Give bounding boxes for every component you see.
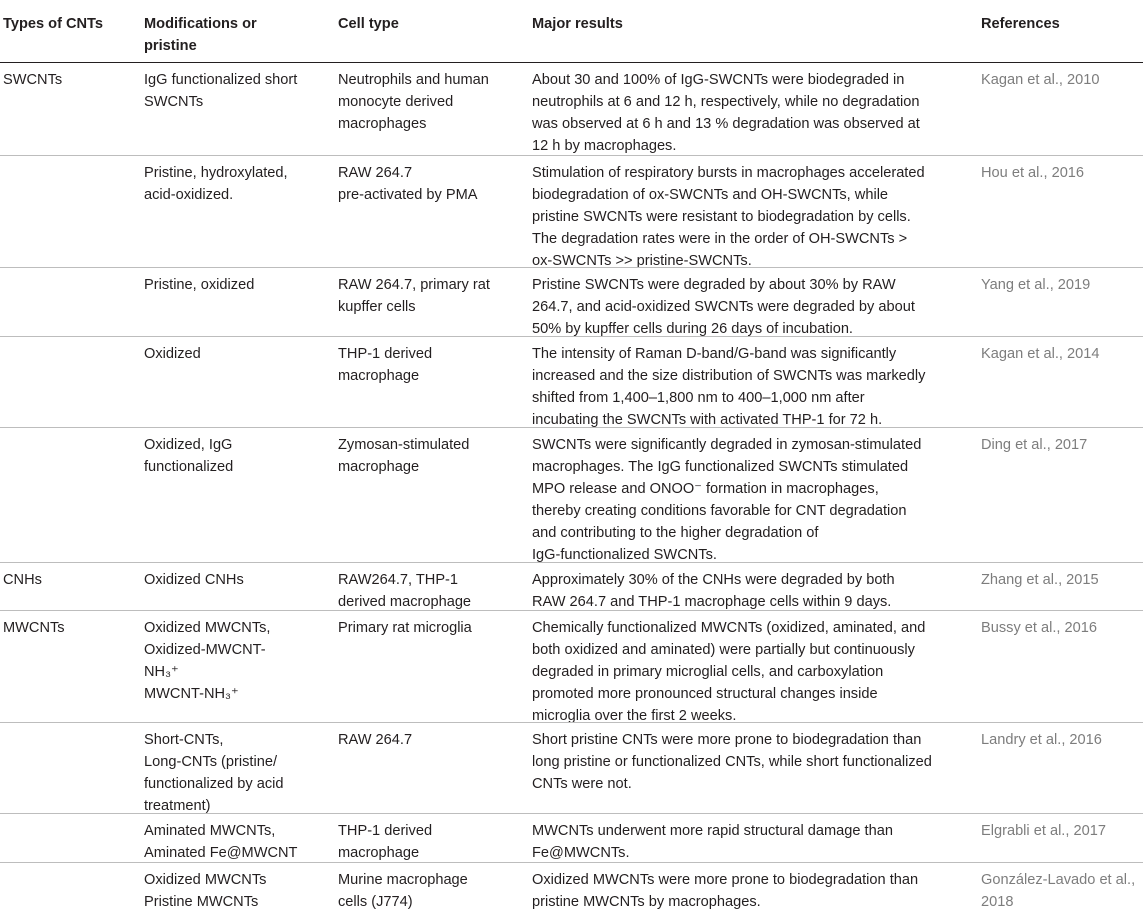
cell-modification: Oxidized, IgG functionalized — [144, 437, 234, 475]
cell-modification: Short-CNTs, Long-CNTs (pristine/ functionalized by acid treatment) — [144, 732, 284, 814]
table-row — [0, 155, 1143, 267]
cell-cell-type: Murine macrophage cells (J774) — [338, 872, 468, 910]
cell-reference: Kagan et al., 2010 — [981, 72, 1100, 88]
header-references: References — [981, 16, 1060, 32]
cell-results: SWCNTs were significantly degraded in zymosan-stimulated macrophages. The IgG functionalized SWCNTs stimulated MPO release and ONOO⁻ formation in macrophages, thereby creating conditions favorable for CNT degradation and contributing to the higher degradation of IgG-functionalized SWCNTs. — [532, 437, 922, 563]
cell-results: Stimulation of respiratory bursts in macrophages accelerated biodegradation of ox-SWCNTs and OH-SWCNTs, while pristine SWCNTs were resistant to biodegradation by cells. The degradation rates were in the order of OH-SWCNTs > ox-SWCNTs >> pristine-SWCNTs. — [532, 165, 925, 269]
cell-cell-type: RAW 264.7, primary rat kupffer cells — [338, 277, 490, 315]
cell-reference: González-Lavado et al., 2018 — [981, 872, 1136, 910]
header-modifications: Modifications or pristine — [144, 16, 257, 54]
cell-cell-type: RAW264.7, THP-1 derived macrophage — [338, 572, 472, 610]
cell-cell-type: Neutrophils and human monocyte derived macrophages — [338, 72, 489, 132]
cell-cell-type: RAW 264.7 — [338, 732, 413, 748]
cell-results: Pristine SWCNTs were degraded by about 30% by RAW 264.7, and acid-oxidized SWCNTs were degraded by about 50% by kupffer cells during 26 days of incubation. — [532, 277, 915, 337]
cell-results: The intensity of Raman D-band/G-band was significantly increased and the size distribution of SWCNTs was markedly shifted from 1,400–1,800 nm to 400–1,000 nm after incubating the SWCNTs with activated THP-1 for 72 h. — [532, 346, 926, 428]
header-major-results: Major results — [532, 16, 623, 32]
table-row — [0, 267, 1143, 336]
cell-reference: Elgrabli et al., 2017 — [981, 823, 1106, 839]
cell-reference: Hou et al., 2016 — [981, 165, 1085, 181]
cell-reference: Landry et al., 2016 — [981, 732, 1102, 748]
cell-modification: Oxidized CNHs — [144, 572, 244, 588]
cell-reference: Zhang et al., 2015 — [981, 572, 1099, 588]
table-row — [0, 427, 1143, 562]
cell-modification: Pristine, oxidized — [144, 277, 255, 293]
cell-results: Oxidized MWCNTs were more prone to biodegradation than pristine MWCNTs by macrophages. — [532, 872, 919, 910]
cell-type-of-cnt: MWCNTs — [3, 620, 65, 636]
cell-results: Short pristine CNTs were more prone to biodegradation than long pristine or functionalized CNTs, while short functionalized CNTs were not. — [532, 732, 932, 792]
cell-reference: Kagan et al., 2014 — [981, 346, 1100, 362]
cell-reference: Bussy et al., 2016 — [981, 620, 1098, 636]
header-cell-type: Cell type — [338, 16, 399, 32]
header-types-of-cnts: Types of CNTs — [3, 16, 104, 32]
table-row — [0, 336, 1143, 427]
table-header — [0, 0, 1143, 63]
cell-modification: Aminated MWCNTs, Aminated Fe@MWCNT — [144, 823, 298, 861]
cell-reference: Yang et al., 2019 — [981, 277, 1091, 293]
cell-cell-type: Zymosan-stimulated macrophage — [338, 437, 470, 475]
table-row — [0, 610, 1143, 722]
table-row — [0, 562, 1143, 610]
cell-cell-type: THP-1 derived macrophage — [338, 346, 433, 384]
table-row — [0, 722, 1143, 813]
cell-type-of-cnt: SWCNTs — [3, 72, 63, 88]
cell-results: Chemically functionalized MWCNTs (oxidized, aminated, and both oxidized and aminated) were partially but continuously degraded in primary microglial cells, and carboxylation promoted more pronounced structural changes inside microglia over the first 2 weeks. — [532, 620, 926, 724]
cell-modification: Oxidized MWCNTs Pristine MWCNTs — [144, 872, 267, 910]
cell-results: About 30 and 100% of IgG-SWCNTs were biodegraded in neutrophils at 6 and 12 h, respectively, while no degradation was observed at 6 h and 13 % degradation was observed at 12 h by macrophages. — [532, 72, 920, 154]
table-row — [0, 63, 1143, 155]
cell-cell-type: RAW 264.7 pre-activated by PMA — [338, 165, 478, 203]
cell-reference: Ding et al., 2017 — [981, 437, 1088, 453]
table-row — [0, 862, 1143, 918]
cell-results: Approximately 30% of the CNHs were degraded by both RAW 264.7 and THP-1 macrophage cells within 9 days. — [532, 572, 895, 610]
cell-modification: IgG functionalized short SWCNTs — [144, 72, 298, 110]
cell-results: MWCNTs underwent more rapid structural damage than Fe@MWCNTs. — [532, 823, 893, 861]
cell-cell-type: Primary rat microglia — [338, 620, 472, 636]
cell-cell-type: THP-1 derived macrophage — [338, 823, 433, 861]
cell-modification: Oxidized MWCNTs, Oxidized-MWCNT- NH₃⁺ MWCNT-NH₃⁺ — [144, 620, 271, 702]
cell-modification: Pristine, hydroxylated, acid-oxidized. — [144, 165, 288, 203]
cell-modification: Oxidized — [144, 346, 201, 362]
cell-type-of-cnt: CNHs — [3, 572, 42, 588]
table-row — [0, 813, 1143, 862]
